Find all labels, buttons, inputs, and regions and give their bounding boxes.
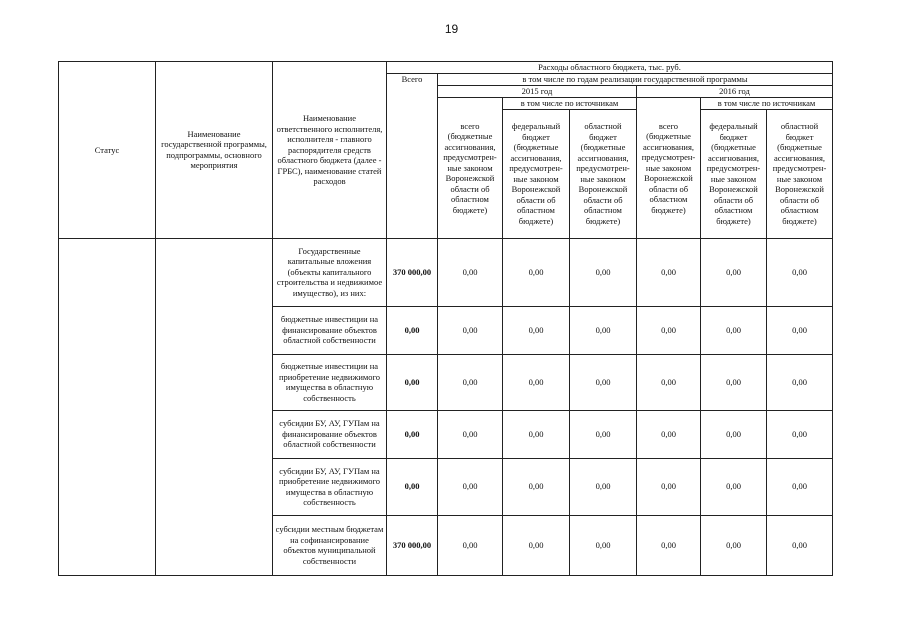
row-label: Государственные капитальные вложения (объекты капитального строительства и недвижимое имущество), из них: (273, 238, 387, 306)
value-cell: 0,00 (570, 515, 637, 575)
value-cell: 0,00 (503, 458, 570, 515)
value-cell: 0,00 (503, 306, 570, 354)
row-label: бюджетные инвестиции на приобретение недвижимого имущества в областную собственность (273, 354, 387, 410)
value-cell: 0,00 (767, 238, 833, 306)
row-total: 0,00 (387, 306, 438, 354)
budget-table (58, 61, 833, 576)
header-program-name: Наименование государственной программы, подпрограммы, основного мероприятия (156, 62, 273, 239)
row-total: 370 000,00 (387, 515, 438, 575)
value-cell: 0,00 (767, 354, 833, 410)
row-total: 370 000,00 (387, 238, 438, 306)
value-cell: 0,00 (570, 354, 637, 410)
row-total: 0,00 (387, 458, 438, 515)
value-cell: 0,00 (503, 410, 570, 458)
value-cell: 0,00 (701, 238, 767, 306)
value-cell: 0,00 (438, 458, 503, 515)
value-cell: 0,00 (438, 306, 503, 354)
value-cell: 0,00 (637, 354, 701, 410)
header-expenses: Расходы областного бюджета, тыс. руб. (387, 62, 833, 74)
header-year-2016: 2016 год (637, 86, 833, 98)
value-cell: 0,00 (438, 238, 503, 306)
value-cell: 0,00 (701, 515, 767, 575)
row-label: бюджетные инвестиции на финансирование объектов областной собственности (273, 306, 387, 354)
value-cell: 0,00 (767, 410, 833, 458)
row-label: субсидии БУ, АУ, ГУПам на финансирование объектов областной собственности (273, 410, 387, 458)
header-year-2015: 2015 год (438, 86, 637, 98)
header-2016-by-sources: в том числе по источникам (701, 98, 833, 110)
value-cell: 0,00 (570, 306, 637, 354)
header-by-years: в том числе по годам реализации государственной программы (438, 74, 833, 86)
header-2015-regional: областной бюджет (бюджетные ассигнования, предусмотрен-ные законом Воронежской области об областном бюджете) (570, 109, 637, 238)
header-2015-federal: федеральный бюджет (бюджетные ассигнования, предусмотрен-ные законом Воронежской области об областном бюджете) (503, 109, 570, 238)
value-cell: 0,00 (570, 458, 637, 515)
value-cell: 0,00 (637, 458, 701, 515)
row-total: 0,00 (387, 354, 438, 410)
header-2016-federal: федеральный бюджет (бюджетные ассигнования, предусмотрен-ные законом Воронежской области об областном бюджете) (701, 109, 767, 238)
row-label: субсидии местным бюджетам на софинансирование объектов муниципальной собственности (273, 515, 387, 575)
value-cell: 0,00 (701, 458, 767, 515)
value-cell: 0,00 (701, 410, 767, 458)
value-cell: 0,00 (637, 410, 701, 458)
page-number: 19 (444, 22, 459, 36)
value-cell: 0,00 (767, 458, 833, 515)
value-cell: 0,00 (701, 354, 767, 410)
value-cell: 0,00 (767, 515, 833, 575)
value-cell: 0,00 (637, 238, 701, 306)
value-cell: 0,00 (570, 410, 637, 458)
header-total: Всего (387, 74, 438, 239)
header-2016-regional: областной бюджет (бюджетные ассигнования, предусмотрен-ные законом Воронежской области об областном бюджете) (767, 109, 833, 238)
status-cell (59, 238, 156, 575)
value-cell: 0,00 (570, 238, 637, 306)
table-row (59, 238, 833, 306)
value-cell: 0,00 (438, 515, 503, 575)
value-cell: 0,00 (767, 306, 833, 354)
row-label: субсидии БУ, АУ, ГУПам на приобретение недвижимого имущества в областную собственность (273, 458, 387, 515)
value-cell: 0,00 (637, 306, 701, 354)
value-cell: 0,00 (637, 515, 701, 575)
value-cell: 0,00 (503, 238, 570, 306)
header-2016-total: всего (бюджетные ассигнования, предусмотрен-ные законом Воронежской области об областном бюджете) (637, 98, 701, 239)
value-cell: 0,00 (503, 515, 570, 575)
value-cell: 0,00 (438, 410, 503, 458)
header-status: Статус (59, 62, 156, 239)
row-total: 0,00 (387, 410, 438, 458)
value-cell: 0,00 (701, 306, 767, 354)
header-2015-total: всего (бюджетные ассигнования, предусмотрен-ные законом Воронежской области об областном бюджете) (438, 98, 503, 239)
program-cell (156, 238, 273, 575)
value-cell: 0,00 (438, 354, 503, 410)
value-cell: 0,00 (503, 354, 570, 410)
header-responsible: Наименование ответственного исполнителя, исполнителя - главного распорядителя средств областного бюджета (далее - ГРБС), наименование статей расходов (273, 62, 387, 239)
header-2015-by-sources: в том числе по источникам (503, 98, 637, 110)
